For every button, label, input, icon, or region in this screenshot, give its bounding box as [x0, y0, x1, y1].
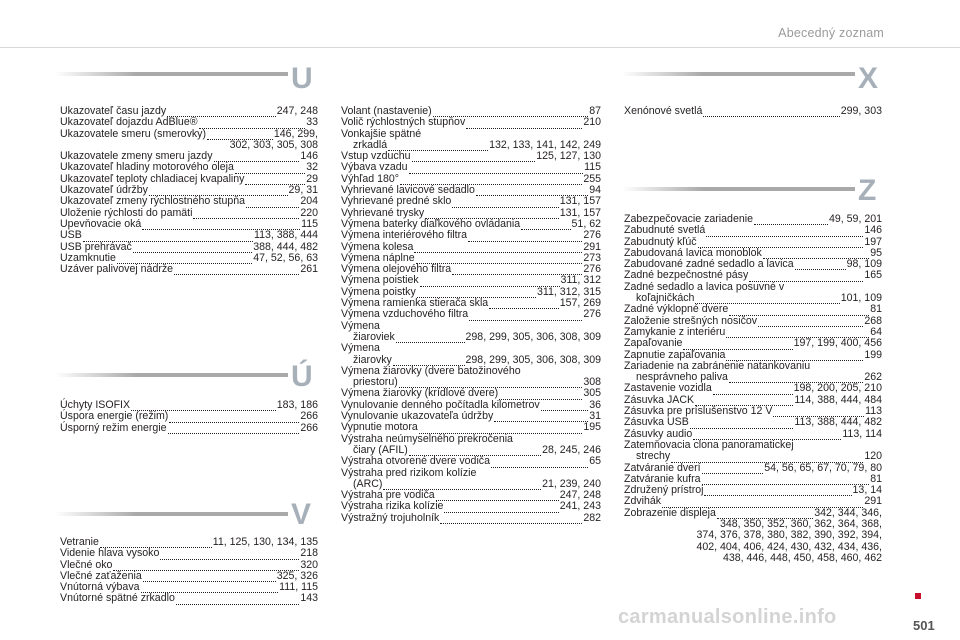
- entry-pages: 218: [300, 547, 318, 560]
- dot-leader: [754, 216, 828, 225]
- index-entry: [624, 225, 882, 236]
- entry-text: Výmena žiarovky (krídlové dvere): [341, 387, 499, 400]
- dot-leader: [690, 420, 794, 429]
- entry-text: Výstraha rizika kolízie: [341, 500, 444, 513]
- entry-text: Ukazovateľ hladiny motorového oleja: [60, 161, 234, 174]
- index-entry: [60, 411, 318, 422]
- entry-text: Zásuvky audio: [624, 427, 693, 440]
- section-divider-u-acute: [55, 373, 288, 377]
- entry-text: čiary (AFIL): [353, 443, 408, 456]
- entry-text: Uzáver palivovej nádrže: [60, 263, 174, 276]
- dot-leader: [758, 318, 863, 327]
- entry-text: Uzamknutie: [60, 251, 116, 264]
- section-divider-v: [55, 512, 288, 516]
- entry-pages: 11, 125, 130, 134, 135: [212, 536, 318, 548]
- entry-text: Vlečné oko: [60, 558, 113, 571]
- dot-leader: [491, 459, 588, 468]
- page-header-title: Abecedný zoznam: [778, 26, 884, 40]
- entry-text: Vetranie: [60, 536, 99, 548]
- dot-leader: [489, 300, 559, 309]
- index-entry-label: Výmena: [341, 319, 380, 332]
- entry-text: Výstražný trojuholník: [341, 511, 440, 524]
- entry-text: Volant (nastavenie): [341, 105, 432, 117]
- section-divider-x: [622, 72, 855, 76]
- entry-pages: 157, 269: [559, 297, 601, 310]
- dot-leader: [246, 199, 299, 208]
- dot-leader: [414, 244, 582, 253]
- section-divider-z: [622, 187, 855, 191]
- section-letter-v: V: [291, 498, 312, 531]
- entry-pages: 325, 326: [276, 569, 318, 582]
- index-entry: [624, 304, 882, 315]
- entry-pages: 29: [306, 172, 318, 185]
- entry-text: Volič rýchlostných stupňov: [341, 116, 466, 129]
- index-entry: [60, 593, 318, 604]
- entry-text: Výmena poistky: [341, 285, 416, 298]
- entry-text: Vnútorná výbava: [60, 581, 140, 594]
- entry-text: Ukazovatele zmeny smeru jazdy: [60, 150, 213, 163]
- index-entry: [60, 264, 318, 275]
- section-letter-u: U: [291, 62, 313, 95]
- dot-leader: [169, 414, 299, 423]
- index-entry: [341, 422, 601, 433]
- entry-text: Vynulovanie ukazovateľa údržby: [341, 410, 494, 423]
- entry-pages: 101, 109: [840, 292, 882, 305]
- index-entry: [341, 332, 601, 343]
- dot-leader: [703, 108, 839, 117]
- dot-leader: [168, 425, 300, 434]
- entry-pages: 94: [589, 184, 601, 197]
- entry-pages: 273: [583, 251, 601, 264]
- entry-text: Výmena interiérového filtra: [341, 229, 468, 242]
- entry-text: Zásuvka JACK: [624, 393, 695, 406]
- dot-leader: [541, 402, 589, 411]
- entry-text: Vnútorné spätné zrkadlo: [60, 592, 175, 605]
- entry-text: Ukazovateľ dojazdu AdBlue®: [60, 116, 198, 129]
- entry-pages-continued: 438, 446, 448, 450, 458, 460, 462: [722, 551, 882, 564]
- entry-pages: 143: [300, 592, 318, 605]
- entry-pages: 113, 388, 444, 482: [794, 416, 882, 429]
- dot-leader: [706, 228, 863, 237]
- entry-pages: 32: [306, 161, 318, 174]
- index-entry: [341, 117, 601, 128]
- entry-pages: 115: [584, 161, 601, 174]
- entry-text: Zapaľovanie: [624, 337, 683, 350]
- entry-pages: 388, 444, 482: [253, 240, 318, 253]
- entry-pages: 13, 14: [852, 484, 882, 497]
- entry-pages: 266: [300, 410, 318, 423]
- entry-pages: 241, 243: [559, 500, 601, 513]
- entry-pages: 199: [864, 348, 882, 361]
- entry-pages-continued: 348, 350, 352, 360, 362, 364, 368,: [720, 518, 882, 531]
- entry-pages: 247, 248: [276, 105, 318, 117]
- entry-text: Výmena olejového filtra: [341, 263, 452, 276]
- dot-leader: [143, 573, 276, 582]
- entry-text: Zásuvka pre príslušenstvo 12 V: [624, 405, 773, 418]
- index-entry-label: Výmena: [341, 342, 380, 355]
- entry-pages: 198, 200, 205, 210: [793, 382, 882, 395]
- entry-text: žiaroviek: [353, 330, 395, 343]
- entry-pages: 132, 133, 141, 142, 249: [489, 138, 601, 151]
- entry-pages: 31: [589, 410, 601, 423]
- entry-pages: 311, 312: [560, 274, 601, 287]
- entry-pages: 268: [864, 314, 882, 327]
- entry-pages: 146, 299,: [273, 127, 318, 140]
- entry-text: Videnie hlava vysoko: [60, 547, 160, 560]
- dot-leader: [444, 504, 558, 513]
- entry-text: zrkadlá: [353, 138, 388, 151]
- dot-leader: [174, 266, 299, 275]
- entry-pages: 291: [864, 495, 882, 508]
- entry-text: Zobrazenie displeja: [624, 506, 716, 519]
- entry-pages: 36: [589, 398, 601, 411]
- dot-leader: [436, 492, 559, 501]
- index-entry: [624, 106, 882, 117]
- entry-pages: 111, 115: [279, 581, 318, 594]
- entry-text: strechy: [636, 450, 671, 463]
- entry-pages: 342, 344, 346,: [814, 506, 882, 519]
- entry-text: Zatváranie dverí: [624, 461, 701, 474]
- entry-text: Výmena kolesa: [341, 240, 414, 253]
- dot-leader: [176, 596, 299, 605]
- entry-pages: 114, 388, 444, 484: [794, 393, 882, 406]
- index-entry-label: Zadné sedadlo a lavica posuvné v: [624, 280, 785, 293]
- entry-pages: 276: [583, 308, 601, 321]
- dot-leader: [469, 312, 582, 321]
- entry-text: Vynulovanie denného počítadla kilometrov: [341, 398, 540, 411]
- dot-leader: [704, 487, 851, 496]
- dot-leader: [702, 476, 870, 485]
- dot-leader: [494, 413, 588, 422]
- index-entry-label: Zariadenie na zabránenie natankovaniu: [624, 359, 811, 372]
- entry-pages: 308: [583, 376, 601, 389]
- entry-text: Xenónové svetlá: [624, 105, 703, 117]
- entry-text: Výstraha otvorené dvere vodiča: [341, 455, 490, 468]
- entry-pages: 125, 127, 130: [536, 150, 601, 163]
- entry-text: Vstup vzduchu: [341, 150, 411, 163]
- entry-text: Uloženie rýchlosti do pamäti: [60, 206, 193, 219]
- dot-leader: [412, 153, 536, 162]
- index-entry-label: Vonkajšie spätné: [341, 127, 422, 140]
- section-u-acute-list: [60, 400, 318, 434]
- index-entry-label: Výstraha neúmyselného prekročenia: [341, 432, 513, 445]
- entry-pages: 47, 52, 56, 63: [253, 251, 318, 264]
- index-entry: [341, 230, 601, 241]
- entry-text: Zabudovaná lavica monoblok: [624, 246, 762, 259]
- entry-pages: 113, 388, 444: [253, 229, 318, 242]
- entry-text: Združený prístroj: [624, 484, 704, 497]
- entry-pages: 220: [300, 206, 318, 219]
- entry-text: Zapnutie zapaľovania: [624, 348, 726, 361]
- entry-text: žiarovky: [353, 353, 392, 366]
- entry-text: koľajničkách: [636, 292, 695, 305]
- entry-pages: 54, 56, 65, 67, 70, 79, 80: [764, 461, 882, 474]
- dot-leader: [466, 120, 582, 129]
- index-entry: [60, 423, 318, 434]
- entry-pages-continued: 302, 303, 305, 308: [229, 138, 318, 151]
- entry-pages: 87: [589, 105, 601, 117]
- entry-text: Ukazovateľ času jazdy: [60, 105, 167, 117]
- dot-leader: [440, 515, 582, 524]
- entry-pages: 120: [864, 450, 882, 463]
- entry-text: Vlečné zaťaženia: [60, 569, 142, 582]
- entry-pages: 131, 157: [559, 206, 601, 219]
- entry-text: priestoru): [353, 376, 398, 389]
- entry-pages: 98, 109: [846, 258, 882, 271]
- entry-text: Ukazovatele smeru (smerovky): [60, 127, 206, 140]
- entry-pages: 21, 239, 240: [542, 477, 601, 490]
- entry-pages: 305: [583, 387, 601, 400]
- section-u-list: [60, 106, 318, 275]
- entry-pages: 81: [870, 303, 882, 316]
- entry-pages: 165: [864, 269, 882, 282]
- entry-text: Zamykanie z interiéru: [624, 325, 726, 338]
- index-entry: [341, 309, 601, 320]
- entry-text: Ukazovateľ zmeny rýchlostného stupňa: [60, 195, 246, 208]
- index-entry: [624, 338, 882, 349]
- dot-leader: [133, 244, 252, 253]
- entry-pages: 49, 59, 201: [828, 213, 882, 225]
- entry-text: USB: [60, 229, 82, 242]
- section-letter-z: Z: [858, 174, 877, 207]
- entry-pages: 282: [583, 511, 601, 524]
- dot-leader: [193, 210, 299, 219]
- entry-text: Vyhrievané lavicové sedadlo: [341, 184, 475, 197]
- index-entry: [60, 548, 318, 559]
- entry-pages: 247, 248: [559, 489, 601, 502]
- entry-pages: 113, 114: [842, 427, 882, 440]
- index-entry: [341, 513, 601, 524]
- section-letter-u-acute: Ú: [291, 360, 313, 393]
- entry-pages: 210: [583, 116, 601, 129]
- entry-pages: 113: [865, 405, 882, 418]
- dot-leader: [713, 386, 793, 395]
- index-entry: [60, 196, 318, 207]
- index-entry: [341, 456, 601, 467]
- dot-leader: [521, 221, 570, 230]
- index-entry: [341, 196, 601, 207]
- entry-text: USB prehrávač: [60, 240, 132, 253]
- entry-text: (ARC): [353, 477, 383, 490]
- entry-text: Zabudnuté svetlá: [624, 224, 706, 237]
- dot-leader: [468, 233, 582, 242]
- entry-text: Zdvihák: [624, 495, 662, 508]
- entry-pages: 311, 312, 315: [536, 285, 601, 298]
- index-entry: [341, 501, 601, 512]
- index-entry: [624, 485, 882, 496]
- section-letter-x: X: [858, 62, 879, 95]
- entry-text: Vyhrievané trysky: [341, 206, 425, 219]
- entry-pages: 197, 199, 400, 456: [793, 337, 882, 350]
- entry-text: Výstraha pre vodiča: [341, 489, 435, 502]
- index-entry: [60, 230, 318, 241]
- entry-text: Upevňovacie oká: [60, 217, 142, 230]
- entry-text: Zadné bezpečnostné pásy: [624, 269, 749, 282]
- entry-pages: 204: [300, 195, 318, 208]
- entry-pages: 115: [301, 217, 318, 230]
- dot-leader: [409, 165, 584, 174]
- entry-pages: 64: [870, 325, 882, 338]
- entry-pages: 33: [306, 116, 318, 129]
- entry-text: Výhľad 180°: [341, 172, 399, 185]
- entry-text: Úchyty ISOFIX: [60, 399, 131, 411]
- dot-leader: [795, 261, 846, 270]
- entry-pages-continued: 374, 376, 378, 380, 382, 390, 392, 394,: [696, 529, 882, 542]
- entry-pages: 29, 31: [288, 184, 318, 197]
- entry-pages: 320: [300, 558, 318, 571]
- entry-text: Výbava vzadu: [341, 161, 408, 174]
- entry-pages: 276: [583, 229, 601, 242]
- entry-pages: 146: [864, 224, 882, 237]
- index-entry: [624, 417, 882, 428]
- entry-pages: 51, 62: [571, 217, 601, 230]
- dot-leader: [396, 334, 465, 343]
- entry-text: Vyhrievané predné sklo: [341, 195, 452, 208]
- entry-text: Výmena ramienka stierača skla: [341, 297, 489, 310]
- entry-pages: 146: [300, 150, 318, 163]
- entry-pages: 276: [583, 263, 601, 276]
- index-entry: [624, 451, 882, 462]
- page-marker-square: [915, 593, 921, 599]
- section-z-list: [624, 214, 882, 564]
- entry-pages: 95: [870, 246, 882, 259]
- entry-pages: 195: [583, 421, 601, 434]
- entry-text: Ukazovateľ údržby: [60, 184, 148, 197]
- entry-text: Zastavenie vozidla: [624, 382, 712, 395]
- entry-pages: 266: [300, 421, 318, 434]
- entry-text: Výmena poistiek: [341, 274, 419, 287]
- entry-text: Zásuvka USB: [624, 416, 689, 429]
- section-x-list: [624, 106, 882, 117]
- entry-pages: 299, 303: [840, 105, 882, 117]
- entry-text: Ukazovateľ teploty chladiacej kvapaliny: [60, 172, 245, 185]
- dot-leader: [160, 551, 299, 560]
- entry-text: Úsporný režim energie: [60, 421, 167, 434]
- entry-pages: 261: [300, 263, 318, 276]
- entry-text: Zatváranie kufra: [624, 472, 701, 485]
- entry-pages-continued: 402, 404, 406, 424, 430, 432, 434, 436,: [696, 540, 882, 553]
- entry-pages: 291: [583, 240, 601, 253]
- dot-leader: [235, 165, 305, 174]
- entry-text: Úspora energie (režim): [60, 410, 169, 423]
- entry-pages: 262: [864, 371, 882, 384]
- section-v-list: [60, 537, 318, 605]
- index-entry-label: Výmena žiarovky (dvere batožinového: [341, 364, 521, 377]
- entry-text: nesprávneho paliva: [636, 371, 728, 384]
- index-entry: [60, 117, 318, 128]
- watermark-text: carmanualsonline.info: [618, 606, 837, 628]
- index-entry-label: Výstraha pred rizikom kolízie: [341, 466, 477, 479]
- dot-leader: [452, 199, 558, 208]
- entry-text: Vypnutie motora: [341, 421, 418, 434]
- entry-pages: 131, 157: [559, 195, 601, 208]
- index-entry-label: Zatemňovacia clona panoramatickej: [624, 438, 794, 451]
- entry-text: Výmena vzduchového filtra: [341, 308, 469, 321]
- entry-text: Zabudnutý kľúč: [624, 235, 697, 248]
- entry-text: Zabezpečovacie zariadenie: [624, 213, 753, 225]
- entry-pages: 298, 299, 305, 306, 308, 309: [465, 353, 601, 366]
- entry-pages: 255: [583, 172, 601, 185]
- entry-text: Zabudované zadné sedadlo a lavica: [624, 258, 794, 271]
- entry-pages: 28, 245, 246: [542, 443, 601, 456]
- section-divider-u: [55, 72, 288, 76]
- entry-pages: 65: [589, 455, 601, 468]
- dot-leader: [702, 465, 764, 474]
- entry-text: Založenie strešných nosičov: [624, 314, 758, 327]
- entry-text: Výmena náplne: [341, 251, 415, 264]
- entry-text: Výmena baterky diaľkového ovládania: [341, 217, 521, 230]
- header-divider: [0, 47, 960, 48]
- entry-text: Zadné výklopné dvere: [624, 303, 729, 316]
- page-number: 501: [913, 618, 935, 633]
- entry-pages: 183, 186: [276, 399, 318, 411]
- section-v-continued-list: [341, 106, 601, 524]
- entry-pages: 197: [864, 235, 882, 248]
- entry-pages: 298, 299, 305, 306, 308, 309: [465, 330, 601, 343]
- entry-pages: 81: [870, 472, 882, 485]
